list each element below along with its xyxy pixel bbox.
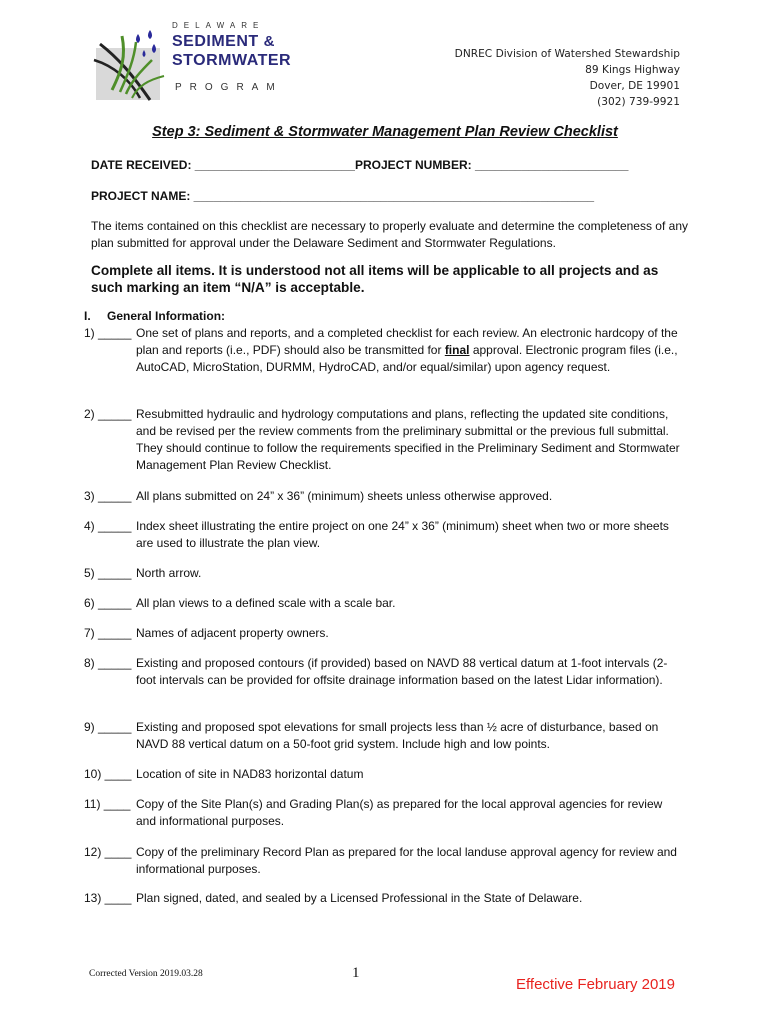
item-text: Copy of the preliminary Record Plan as prepared for the local landuse approval agency for review and informational purposes. [136, 845, 677, 876]
item-text: Plan signed, dated, and sealed by a Licensed Professional in the State of Delaware. [136, 891, 583, 905]
section-numeral: I. [84, 309, 91, 323]
item-text: All plan views to a defined scale with a scale bar. [136, 596, 396, 610]
checklist-item [84, 890, 684, 907]
item-text: Existing and proposed contours (if provided) based on NAVD 88 vertical datum at 1-foot intervals (2-foot intervals can be provided for offsite drainage information based on the latest Lidar information). [136, 656, 668, 687]
item-number: 8) _____ [84, 656, 132, 670]
checklist-item [84, 625, 684, 642]
checklist-item [84, 844, 684, 878]
item-number: 1) _____ [84, 326, 132, 340]
date-project-number-line [91, 158, 628, 172]
checklist-item [84, 595, 684, 612]
checklist-item [84, 518, 684, 552]
checklist-item [84, 719, 684, 753]
address-city: Dover, DE 19901 [589, 80, 680, 92]
project-name-field: PROJECT NAME: ____________________________________________________________ [91, 189, 595, 203]
program-logo [92, 20, 292, 102]
item-text: Existing and proposed spot elevations for small projects less than ½ acre of disturbance, based on NAVD 88 vertical datum on a 50-foot grid system. Include high and low points. [136, 720, 659, 751]
page-number: 1 [352, 965, 360, 981]
item-text: Resubmitted hydraulic and hydrology computations and plans, reflecting the updated site conditions, and be revised per the review comments from the preliminary submittal or the previous full submittal. They should continue to follow the requirements specified in the Preliminary Sediment and Stormwater Management Plan Review Checklist. [136, 407, 680, 472]
logo-stormwater-text: STORMWATER [172, 52, 292, 69]
item-number: 13) ____ [84, 891, 132, 905]
final-emphasis: final [444, 343, 470, 357]
grass-droplet-icon [92, 30, 172, 102]
section-heading [84, 309, 225, 323]
checklist-item [84, 565, 684, 582]
address-street: 89 Kings Highway [585, 64, 680, 76]
address-block [455, 46, 680, 110]
version-footer: Corrected Version 2019.03.28 [89, 969, 203, 979]
checklist-item [84, 766, 684, 783]
item-number: 5) _____ [84, 566, 132, 580]
item-number: 7) _____ [84, 626, 132, 640]
item-number: 6) _____ [84, 596, 132, 610]
item-text: Names of adjacent property owners. [136, 626, 329, 640]
item-number: 4) _____ [84, 519, 132, 533]
item-text: North arrow. [136, 566, 202, 580]
item-text: One set of plans and reports, and a completed checklist for each review. An electronic hardcopy of the plan and reports (i.e., PDF) should also be transmitted for final approval. Electronic program files (i.e., AutoCAD, MicroStation, DURMM, HydroCAD, and/or equal/similar) upon agency request. [136, 326, 678, 374]
logo-sediment-text: SEDIMENT & [172, 33, 275, 50]
completion-note: Complete all items. It is understood not all items will be applicable to all projects and as such marking an item “N/A” is acceptable. [91, 263, 659, 295]
logo-program-text: PROGRAM [175, 82, 283, 93]
item-number: 11) ____ [84, 797, 131, 811]
address-org: DNREC Division of Watershed Stewardship [454, 48, 680, 60]
project-number-field: PROJECT NUMBER: _______________________ [354, 158, 629, 172]
effective-date: Effective February 2019 [516, 976, 675, 993]
item-number: 12) ____ [84, 845, 132, 859]
checklist-item [84, 406, 684, 474]
item-number: 3) _____ [84, 489, 132, 503]
item-number: 2) _____ [84, 407, 132, 421]
section-title: General Information: [107, 309, 226, 323]
item-text: Index sheet illustrating the entire project on one 24” x 36” (minimum) sheet when two or more sheets are used to illustrate the plan view. [136, 519, 669, 550]
document-title: Step 3: Sediment & Stormwater Management Plan Review Checklist [152, 124, 618, 140]
checklist-item [84, 488, 684, 505]
checklist-item [84, 325, 684, 376]
logo-delaware-text: DELAWARE [172, 21, 265, 30]
date-received-field: DATE RECEIVED: ________________________ [91, 158, 355, 172]
item-text: Location of site in NAD83 horizontal datum [136, 767, 364, 781]
item-number: 9) _____ [84, 720, 132, 734]
address-phone: (302) 739-9921 [597, 96, 680, 108]
checklist-item [84, 796, 684, 830]
item-number: 10) ____ [84, 767, 132, 781]
checklist-item [84, 655, 684, 689]
item-text: All plans submitted on 24” x 36” (minimum) sheets unless otherwise approved. [136, 489, 553, 503]
item-text: Copy of the Site Plan(s) and Grading Plan(s) as prepared for the local approval agencies for review and informational purposes. [136, 797, 663, 828]
intro-paragraph: The items contained on this checklist are necessary to properly evaluate and determine the completeness of any plan submitted for approval under the Delaware Sediment and Stormwater Regulations. [91, 219, 688, 250]
